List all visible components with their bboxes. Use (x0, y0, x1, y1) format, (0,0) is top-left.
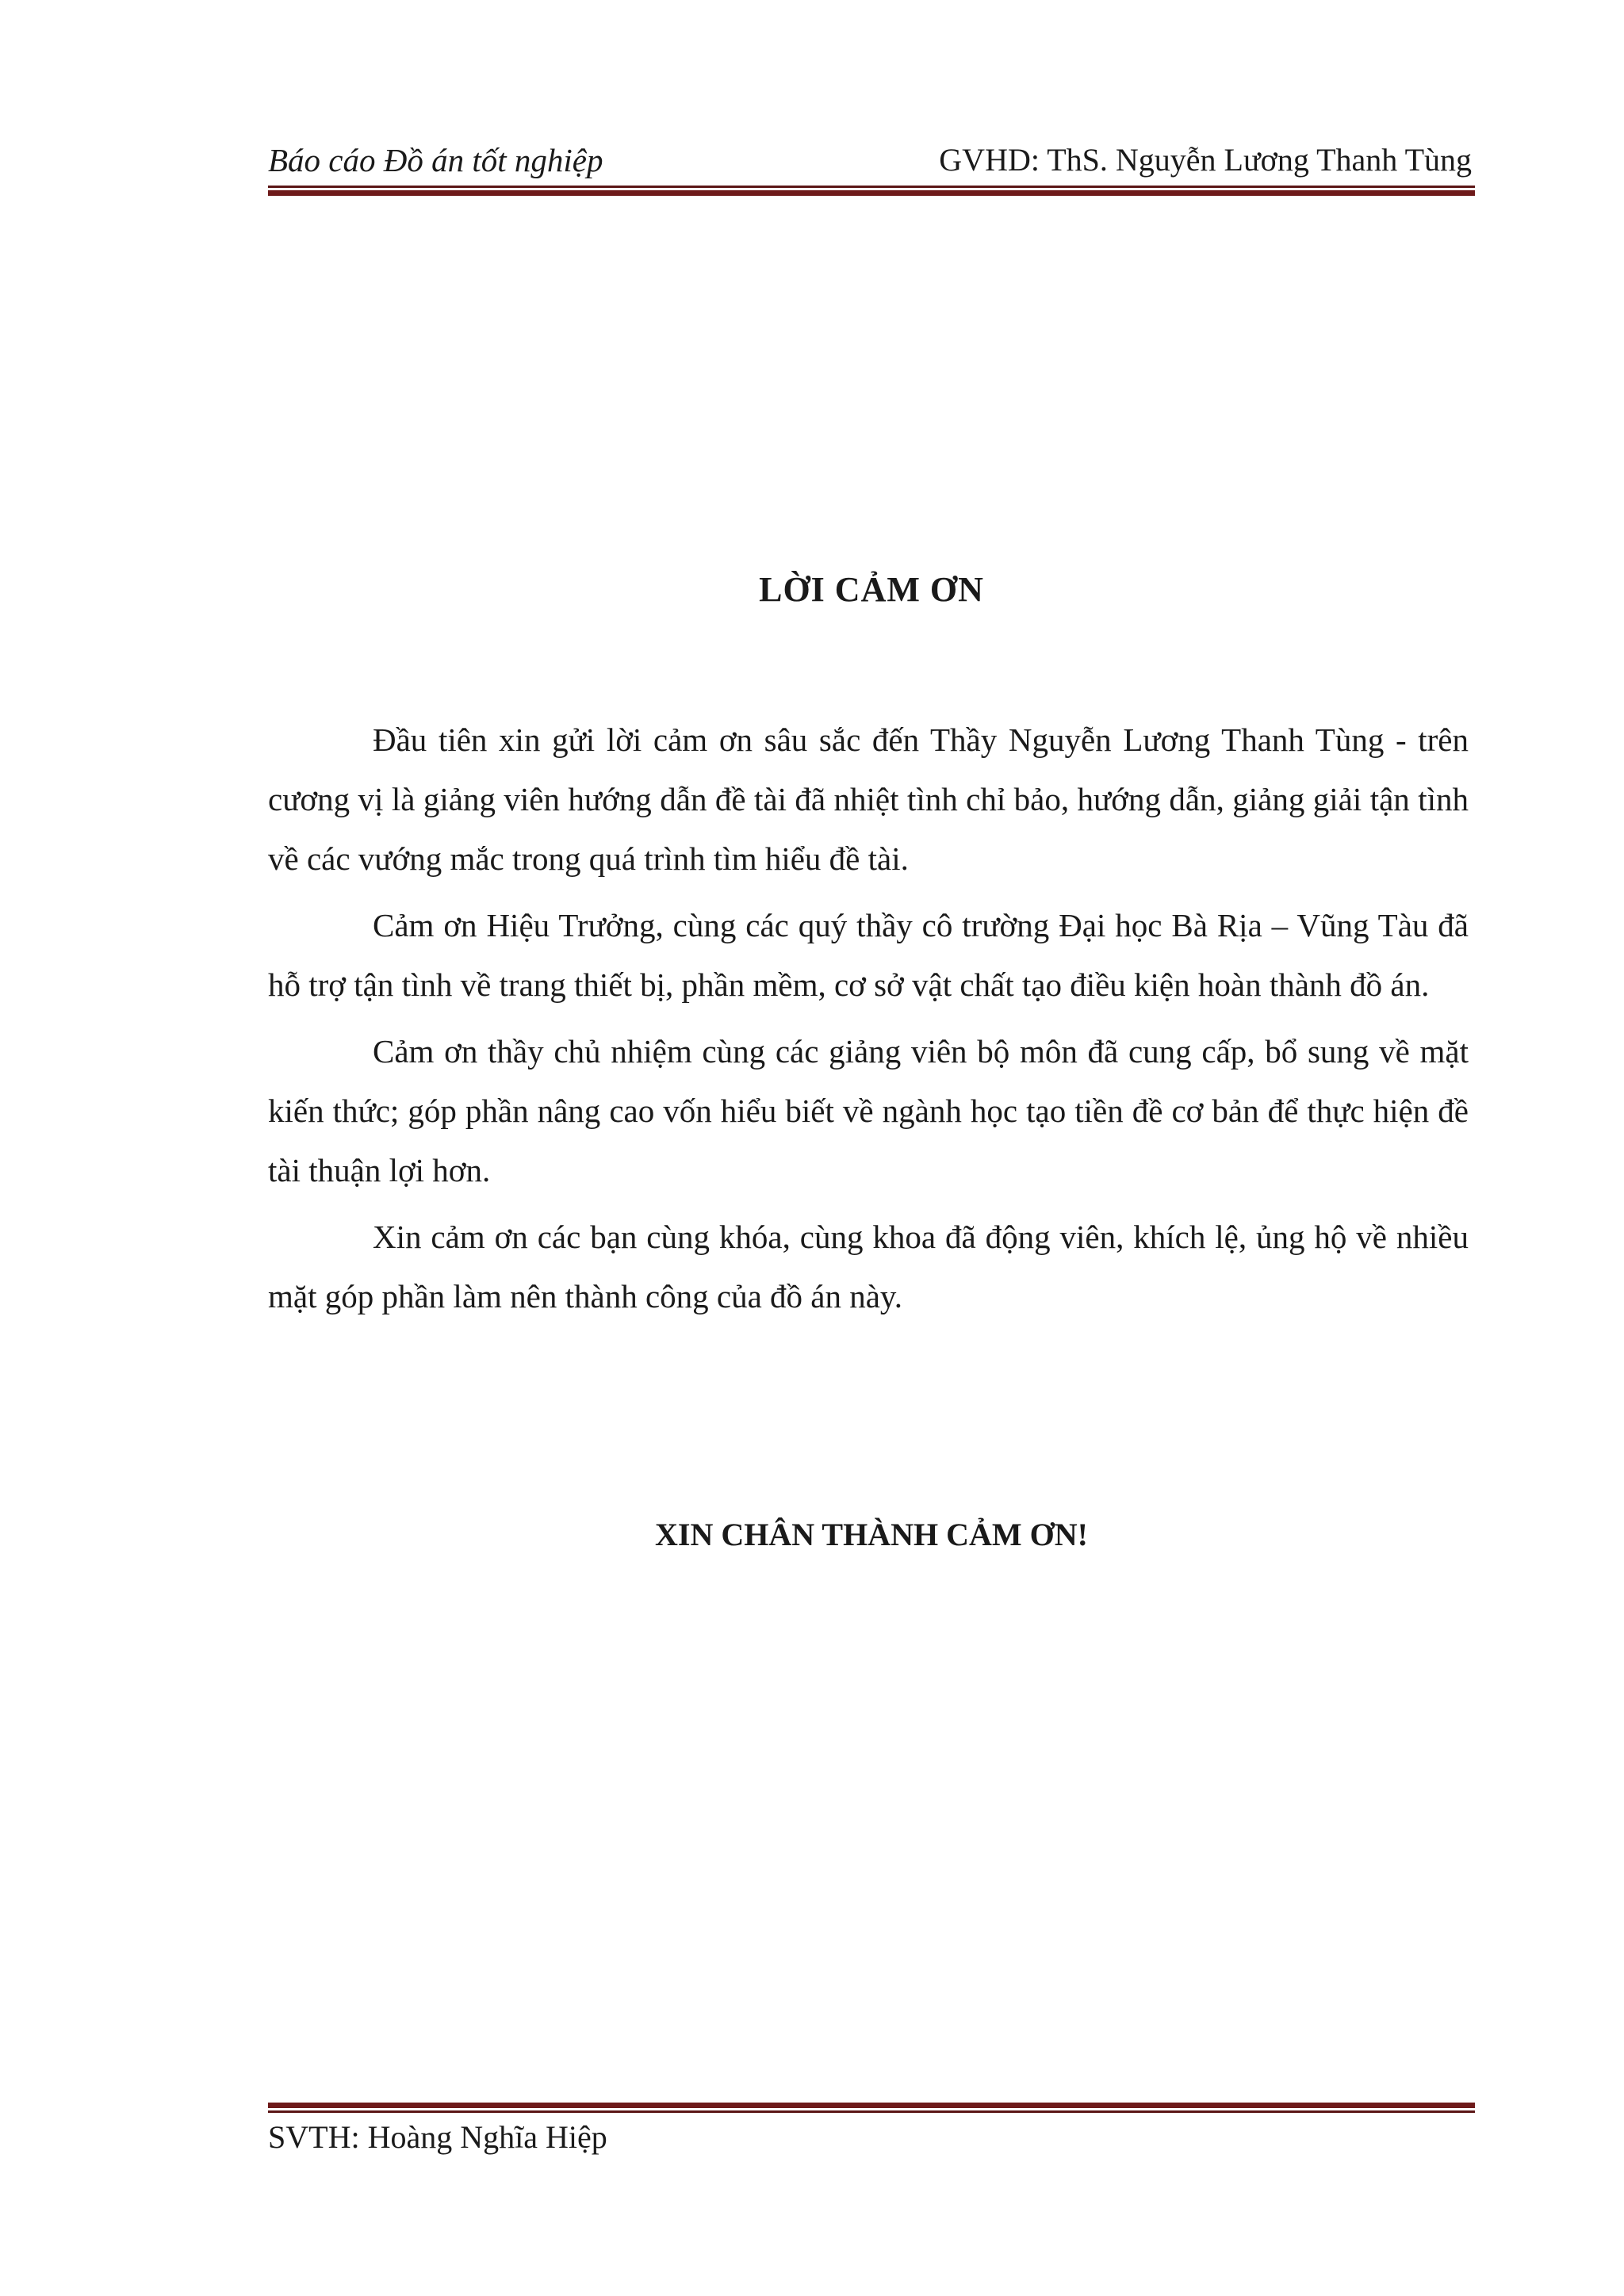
closing-thanks: XIN CHÂN THÀNH CẢM ƠN! (655, 1517, 1088, 1552)
header-advisor: GVHD: ThS. Nguyễn Lương Thanh Tùng (939, 142, 1472, 178)
header-report-title: Báo cáo Đồ án tốt nghiệp (268, 142, 603, 178)
paragraph-1: Đầu tiên xin gửi lời cảm ơn sâu sắc đến Thầy Nguyễn Lương Thanh Tùng - trên cương vị là giảng viên hướng dẫn đề tài đã nhiệt tình chỉ bảo, hướng dẫn, giảng giải tận tình về các vướng mắc trong quá trình tìm hiểu đề tài. (268, 721, 1469, 877)
page-header (268, 136, 1472, 184)
footer-student: SVTH: Hoàng Nghĩa Hiệp (268, 2119, 607, 2155)
paragraph-2: Cảm ơn Hiệu Trưởng, cùng các quý thầy cô trường Đại học Bà Rịa – Vũng Tàu đã hỗ trợ tận tình về trang thiết bị, phần mềm, cơ sở vật chất tạo điều kiện hoàn thành đồ án. (268, 907, 1469, 1003)
footer-rule-thin (268, 2110, 1475, 2113)
page-title: LỜI CẢM ƠN (759, 570, 984, 609)
paragraph-4: Xin cảm ơn các bạn cùng khóa, cùng khoa đã động viên, khích lệ, ủng hộ về nhiều mặt góp phần làm nên thành công của đồ án này. (268, 1219, 1469, 1314)
paragraph-3: Cảm ơn thầy chủ nhiệm cùng các giảng viên bộ môn đã cung cấp, bổ sung về mặt kiến thức; góp phần nâng cao vốn hiểu biết về ngành học tạo tiền đề cơ bản để thực hiện đề tài thuận lợi hơn. (268, 1033, 1469, 1188)
footer-rule-thick (268, 2103, 1475, 2108)
acknowledgement-body (268, 710, 1469, 1334)
header-rule-thin (268, 186, 1475, 188)
header-rule-thick (268, 190, 1475, 196)
